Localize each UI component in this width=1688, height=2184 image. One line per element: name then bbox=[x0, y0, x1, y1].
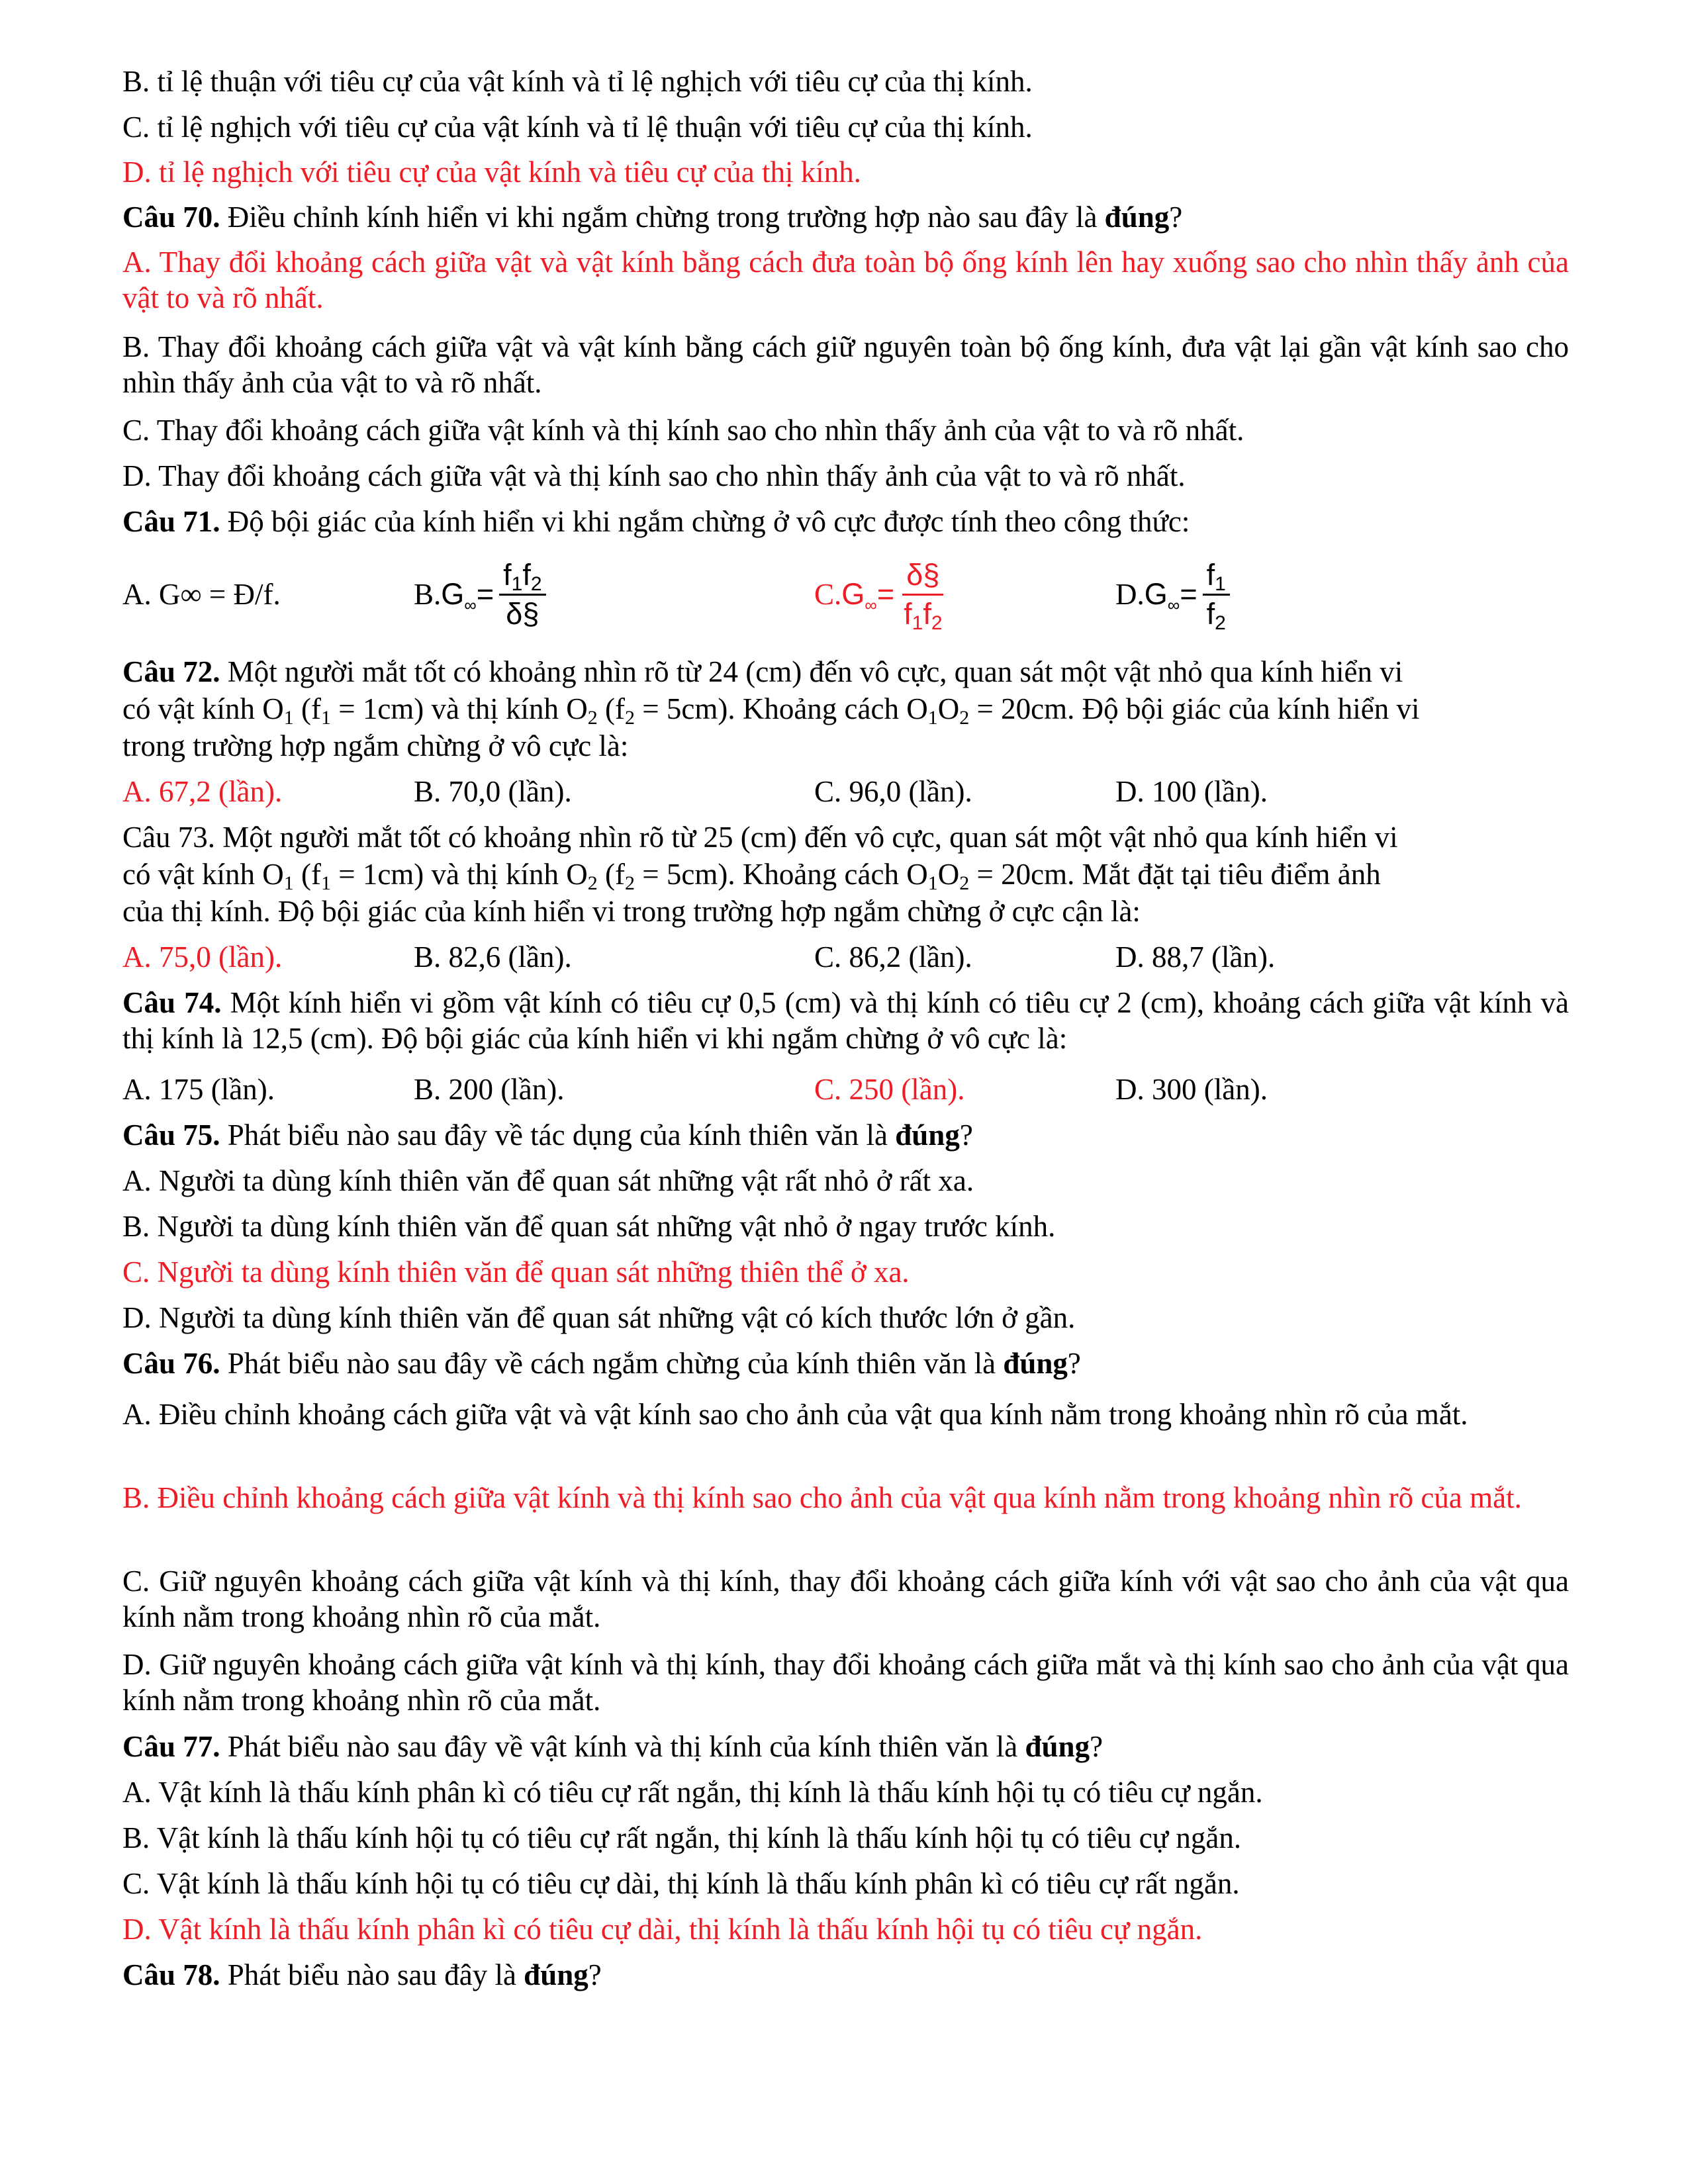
text: = 1cm) và thị kính O bbox=[330, 858, 588, 891]
q77-option-c: C. Vật kính là thấu kính hội tụ có tiêu cự dài, thị kính là thấu kính phân kì có tiêu cự rất ngắn. bbox=[122, 1867, 1240, 1900]
question-emphasis: đúng bbox=[1104, 201, 1170, 234]
g-symbol: G bbox=[441, 577, 465, 611]
question-77 bbox=[122, 1728, 1575, 1765]
q71-option-a: A. G∞ = Đ/f. bbox=[122, 578, 281, 611]
question-text: Một người mắt tốt có khoảng nhìn rõ từ 25 (cm) đến vô cực, quan sát một vật nhỏ qua kính hiển vi bbox=[215, 821, 1398, 854]
sub-2: 2 bbox=[587, 872, 598, 894]
sub-2: 2 bbox=[587, 707, 598, 729]
question-70 bbox=[122, 199, 1575, 236]
formula-g bbox=[441, 577, 477, 615]
f: f bbox=[503, 557, 512, 592]
option-prefix: D. bbox=[1115, 578, 1145, 611]
q75-option-b: B. Người ta dùng kính thiên văn để quan sát những vật nhỏ ở ngay trước kính. bbox=[122, 1210, 1056, 1243]
question-72-line-3: trong trường hợp ngắm chừng ở vô cực là: bbox=[122, 729, 629, 762]
question-label: Câu 73. bbox=[122, 821, 215, 854]
q70-option-a-answer: A. Thay đổi khoảng cách giữa vật và vật kính bằng cách đưa toàn bộ ống kính lên hay xuống sao cho nhìn thấy ảnh của vật to và rõ nhất. bbox=[122, 246, 1569, 314]
f: f bbox=[923, 596, 931, 631]
text: O bbox=[937, 858, 960, 891]
f: f bbox=[1206, 557, 1215, 592]
text: (f bbox=[597, 692, 625, 725]
q76-option-b-answer: B. Điều chỉnh khoảng cách giữa vật kính và thị kính sao cho ảnh của vật qua kính nằm trong khoảng nhìn rõ của mắt. bbox=[122, 1481, 1522, 1514]
text: = 5cm). Khoảng cách O bbox=[635, 692, 928, 725]
q74-option-d: D. 300 (lần). bbox=[1115, 1073, 1268, 1106]
text: = 20cm. Độ bội giác của kính hiển vi bbox=[969, 692, 1420, 725]
question-emphasis: đúng bbox=[895, 1118, 960, 1152]
numerator bbox=[499, 558, 545, 596]
sub-2: 2 bbox=[625, 872, 635, 894]
q76-option-d: D. Giữ nguyên khoảng cách giữa vật kính và thị kính, thay đổi khoảng cách giữa mắt và thị kính sao cho ảnh của vật qua kính nằm trong khoảng nhìn rõ của mắt. bbox=[122, 1648, 1569, 1717]
numerator: δ§ bbox=[902, 558, 943, 596]
question-label: Câu 70. bbox=[122, 201, 220, 234]
question-text: Điều chỉnh kính hiển vi khi ngắm chừng trong trường hợp nào sau đây là bbox=[220, 201, 1105, 234]
q74-options bbox=[122, 1071, 1579, 1111]
question-text: Phát biểu nào sau đây về tác dụng của kính thiên văn là bbox=[220, 1118, 896, 1152]
sub-1: 1 bbox=[927, 872, 938, 894]
q71-option-b bbox=[414, 551, 546, 637]
question-end: ? bbox=[1169, 201, 1183, 234]
infinity-subscript: ∞ bbox=[464, 595, 477, 615]
question-label: Câu 76. bbox=[122, 1347, 220, 1380]
question-label: Câu 77. bbox=[122, 1730, 220, 1763]
option-prefix: C. bbox=[814, 578, 842, 611]
prev-option-c: C. tỉ lệ nghịch với tiêu cự của vật kính và tỉ lệ thuận với tiêu cự của thị kính. bbox=[122, 111, 1033, 144]
sub-2: 2 bbox=[959, 707, 970, 729]
q70-option-d: D. Thay đổi khoảng cách giữa vật và thị kính sao cho nhìn thấy ảnh của vật to và rõ nhất. bbox=[122, 459, 1186, 492]
infinity-subscript: ∞ bbox=[1167, 595, 1180, 615]
question-text: Độ bội giác của kính hiển vi khi ngắm chừng ở vô cực được tính theo công thức: bbox=[220, 505, 1190, 538]
q75-option-c-answer: C. Người ta dùng kính thiên văn để quan sát những thiên thể ở xa. bbox=[122, 1255, 910, 1289]
g-symbol: G bbox=[1144, 577, 1168, 611]
text: = 5cm). Khoảng cách O bbox=[635, 858, 928, 891]
q70-option-c: C. Thay đổi khoảng cách giữa vật kính và thị kính sao cho nhìn thấy ảnh của vật to và rõ nhất. bbox=[122, 414, 1244, 447]
fraction bbox=[1203, 557, 1230, 634]
sub-1: 1 bbox=[320, 707, 331, 729]
question-76 bbox=[122, 1345, 1575, 1382]
sub-2: 2 bbox=[931, 612, 943, 634]
q73-option-a-answer: A. 75,0 (lần). bbox=[122, 940, 283, 974]
question-label: Câu 75. bbox=[122, 1118, 220, 1152]
question-71 bbox=[122, 503, 1575, 540]
question-text: Một kính hiển vi gồm vật kính có tiêu cự 0,5 (cm) và thị kính có tiêu cự 2 (cm), khoảng cách giữa vật kính và thị kính là 12,5 (cm). Độ bội giác của kính hiển vi khi ngắm chừng ở vô cực là: bbox=[122, 986, 1569, 1055]
question-75 bbox=[122, 1116, 1575, 1154]
f: f bbox=[904, 596, 912, 631]
question-72-line-1 bbox=[122, 653, 1575, 690]
denominator bbox=[1203, 596, 1230, 634]
question-text: Phát biểu nào sau đây là bbox=[220, 1958, 524, 1991]
formula-g bbox=[841, 577, 877, 615]
question-end: ? bbox=[1090, 1730, 1103, 1763]
text: có vật kính O bbox=[122, 858, 284, 891]
prev-option-d-answer: D. tỉ lệ nghịch với tiêu cự của vật kính và tiêu cự của thị kính. bbox=[122, 156, 862, 189]
sub-1: 1 bbox=[320, 872, 331, 894]
option-prefix: B. bbox=[414, 578, 442, 611]
q75-option-a: A. Người ta dùng kính thiên văn để quan sát những vật rất nhỏ ở rất xa. bbox=[122, 1164, 974, 1197]
question-text: Một người mắt tốt có khoảng nhìn rõ từ 24 (cm) đến vô cực, quan sát một vật nhỏ qua kính hiển vi bbox=[220, 655, 1403, 688]
question-74 bbox=[122, 985, 1569, 1056]
fraction bbox=[900, 557, 946, 634]
q72-option-d: D. 100 (lần). bbox=[1115, 775, 1268, 808]
q72-option-a-answer: A. 67,2 (lần). bbox=[122, 775, 283, 808]
sub-2: 2 bbox=[625, 707, 635, 729]
sub-2: 2 bbox=[1215, 612, 1226, 634]
q73-option-d: D. 88,7 (lần). bbox=[1115, 940, 1276, 974]
q74-option-b: B. 200 (lần). bbox=[414, 1073, 565, 1106]
sub-1: 1 bbox=[927, 707, 938, 729]
formula-g bbox=[1144, 577, 1180, 615]
sub-1: 1 bbox=[1215, 572, 1226, 595]
sub-1: 1 bbox=[283, 872, 294, 894]
sub-1: 1 bbox=[912, 612, 923, 634]
question-label: Câu 72. bbox=[122, 655, 220, 688]
equals: = bbox=[876, 577, 895, 611]
fraction bbox=[499, 558, 545, 631]
question-78 bbox=[122, 1956, 1575, 1993]
text: = 20cm. Mắt đặt tại tiêu điểm ảnh bbox=[969, 858, 1381, 891]
f: f bbox=[522, 557, 531, 592]
q74-option-a: A. 175 (lần). bbox=[122, 1073, 275, 1106]
prev-option-b: B. tỉ lệ thuận với tiêu cự của vật kính và tỉ lệ nghịch với tiêu cự của thị kính. bbox=[122, 65, 1033, 98]
question-end: ? bbox=[588, 1958, 602, 1991]
q77-option-a: A. Vật kính là thấu kính phân kì có tiêu cự rất ngắn, thị kính là thấu kính hội tụ có tiêu cự ngắn. bbox=[122, 1776, 1263, 1809]
q77-option-b: B. Vật kính là thấu kính hội tụ có tiêu cự rất ngắn, thị kính là thấu kính hội tụ có tiêu cự ngắn. bbox=[122, 1821, 1242, 1854]
f: f bbox=[1206, 596, 1215, 631]
question-label: Câu 78. bbox=[122, 1958, 220, 1991]
question-end: ? bbox=[959, 1118, 973, 1152]
q71-options bbox=[122, 551, 1579, 637]
q72-options bbox=[122, 773, 1579, 813]
question-label: Câu 71. bbox=[122, 505, 220, 538]
text: (f bbox=[293, 858, 321, 891]
q72-option-b: B. 70,0 (lần). bbox=[414, 775, 572, 808]
equals: = bbox=[1180, 577, 1197, 611]
equals: = bbox=[476, 577, 494, 611]
question-text: Phát biểu nào sau đây về cách ngắm chừng của kính thiên văn là bbox=[220, 1347, 1004, 1380]
question-72-line-2 bbox=[122, 690, 1575, 727]
question-text: Phát biểu nào sau đây về vật kính và thị kính của kính thiên văn là bbox=[220, 1730, 1025, 1763]
sub-2: 2 bbox=[530, 572, 542, 595]
question-label: Câu 74. bbox=[122, 986, 222, 1019]
question-emphasis: đúng bbox=[1025, 1730, 1090, 1763]
sub-2: 2 bbox=[959, 872, 970, 894]
q72-option-c: C. 96,0 (lần). bbox=[814, 775, 972, 808]
q74-option-c-answer: C. 250 (lần). bbox=[814, 1073, 965, 1106]
q70-option-b: B. Thay đổi khoảng cách giữa vật và vật kính bằng cách giữ nguyên toàn bộ ống kính, đưa vật lại gần vật kính sao cho nhìn thấy ảnh của vật to và rõ nhất. bbox=[122, 330, 1569, 399]
q76-option-c: C. Giữ nguyên khoảng cách giữa vật kính và thị kính, thay đổi khoảng cách giữa kính với vật sao cho ảnh của vật qua kính nằm trong khoảng nhìn rõ của mắt. bbox=[122, 1565, 1569, 1633]
q77-option-d-answer: D. Vật kính là thấu kính phân kì có tiêu cự dài, thị kính là thấu kính hội tụ có tiêu cự ngắn. bbox=[122, 1913, 1203, 1946]
question-emphasis: đúng bbox=[524, 1958, 588, 1991]
q73-option-b: B. 82,6 (lần). bbox=[414, 940, 572, 974]
text: (f bbox=[597, 858, 625, 891]
text: có vật kính O bbox=[122, 692, 284, 725]
question-end: ? bbox=[1067, 1347, 1081, 1380]
q76-option-a: A. Điều chỉnh khoảng cách giữa vật và vật kính sao cho ảnh của vật qua kính nằm trong khoảng nhìn rõ của mắt. bbox=[122, 1398, 1468, 1431]
question-73-line-2 bbox=[122, 856, 1575, 893]
denominator bbox=[900, 596, 946, 634]
question-73-line-3: của thị kính. Độ bội giác của kính hiển vi trong trường hợp ngắm chừng ở cực cận là: bbox=[122, 895, 1141, 928]
infinity-subscript: ∞ bbox=[865, 595, 877, 615]
text: = 1cm) và thị kính O bbox=[330, 692, 588, 725]
question-73-line-1 bbox=[122, 819, 1575, 856]
text: (f bbox=[293, 692, 321, 725]
question-emphasis: đúng bbox=[1003, 1347, 1068, 1380]
text: O bbox=[937, 692, 960, 725]
q71-option-d bbox=[1115, 551, 1230, 637]
q73-options bbox=[122, 938, 1579, 978]
q73-option-c: C. 86,2 (lần). bbox=[814, 940, 972, 974]
numerator bbox=[1203, 558, 1230, 596]
q75-option-d: D. Người ta dùng kính thiên văn để quan sát những vật có kích thước lớn ở gần. bbox=[122, 1301, 1076, 1334]
sub-1: 1 bbox=[511, 572, 523, 595]
q71-option-c-answer bbox=[814, 551, 947, 637]
sub-1: 1 bbox=[283, 707, 294, 729]
denominator: δ§ bbox=[506, 596, 539, 631]
g-symbol: G bbox=[841, 577, 865, 611]
